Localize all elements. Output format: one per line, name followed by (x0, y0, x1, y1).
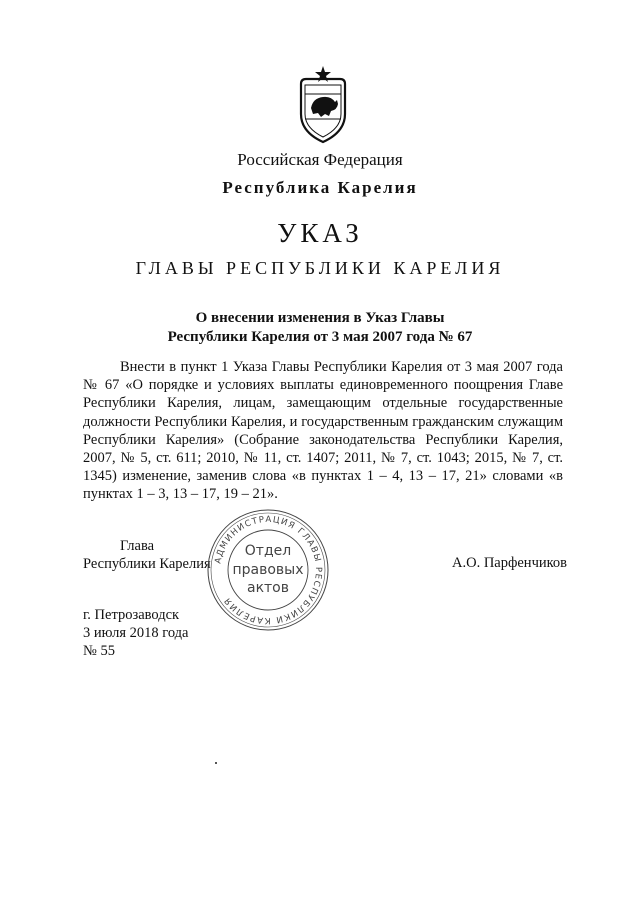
stamp-line-1: Отдел (244, 543, 292, 559)
decree-number: № 55 (83, 643, 115, 659)
issuer-title: ГЛАВЫ РЕСПУБЛИКИ КАРЕЛИЯ (135, 258, 505, 278)
city: г. Петрозаводск (83, 607, 180, 623)
signatory-title (83, 537, 211, 573)
signatory-name: А.О. Парфенчиков (452, 555, 568, 571)
stamp-line-3: актов (246, 580, 290, 596)
document-type: УКАЗ (277, 218, 363, 248)
title-line-2: Республики Карелия от 3 мая 2007 года № 67 (167, 329, 473, 345)
signatory-title-line-1: Глава (120, 538, 155, 554)
stamp-ring-text: АДМИНИСТРАЦИЯ ГЛАВЫ РЕСПУБЛИКИ КАРЕЛИЯ (213, 514, 324, 626)
signatory-title-line-2: Республики Карелия (83, 556, 211, 572)
document-title (0, 309, 640, 347)
title-line-1: О внесении изменения в Указ Главы (195, 310, 445, 326)
place-date-number (83, 606, 189, 660)
republic-name: Республика Карелия (222, 178, 418, 197)
body-paragraph: Внести в пункт 1 Указа Главы Республики Карелия от 3 мая 2007 года № 67 «О порядке и условиях выплаты единовременного поощрения Главе Республики Карелия, лицам, замещающим отдельные государственные должности Республики Карелия, и государственным гражданским служащим Республики Карелия» (Собрание законодательства Республики Карелия, 2007, № 5, ст. 611; 2010, № 11, ст. 1407; 2011, № 7, ст. 1043; 2015, № 7, ст. 1345) изменение, заменив слова «в пунктах 1 – 4, 13 – 17, 21» словами «в пунктах 1 – 3, 13 – 17, 19 – 21». (83, 359, 563, 503)
stamp-line-2: правовых (232, 562, 304, 578)
date: 3 июля 2018 года (83, 625, 189, 641)
country-name: Российская Федерация (237, 150, 403, 169)
coat-of-arms-emblem-icon (293, 64, 353, 144)
document-body (83, 358, 563, 504)
scan-speck (215, 762, 217, 764)
official-stamp (206, 508, 330, 632)
